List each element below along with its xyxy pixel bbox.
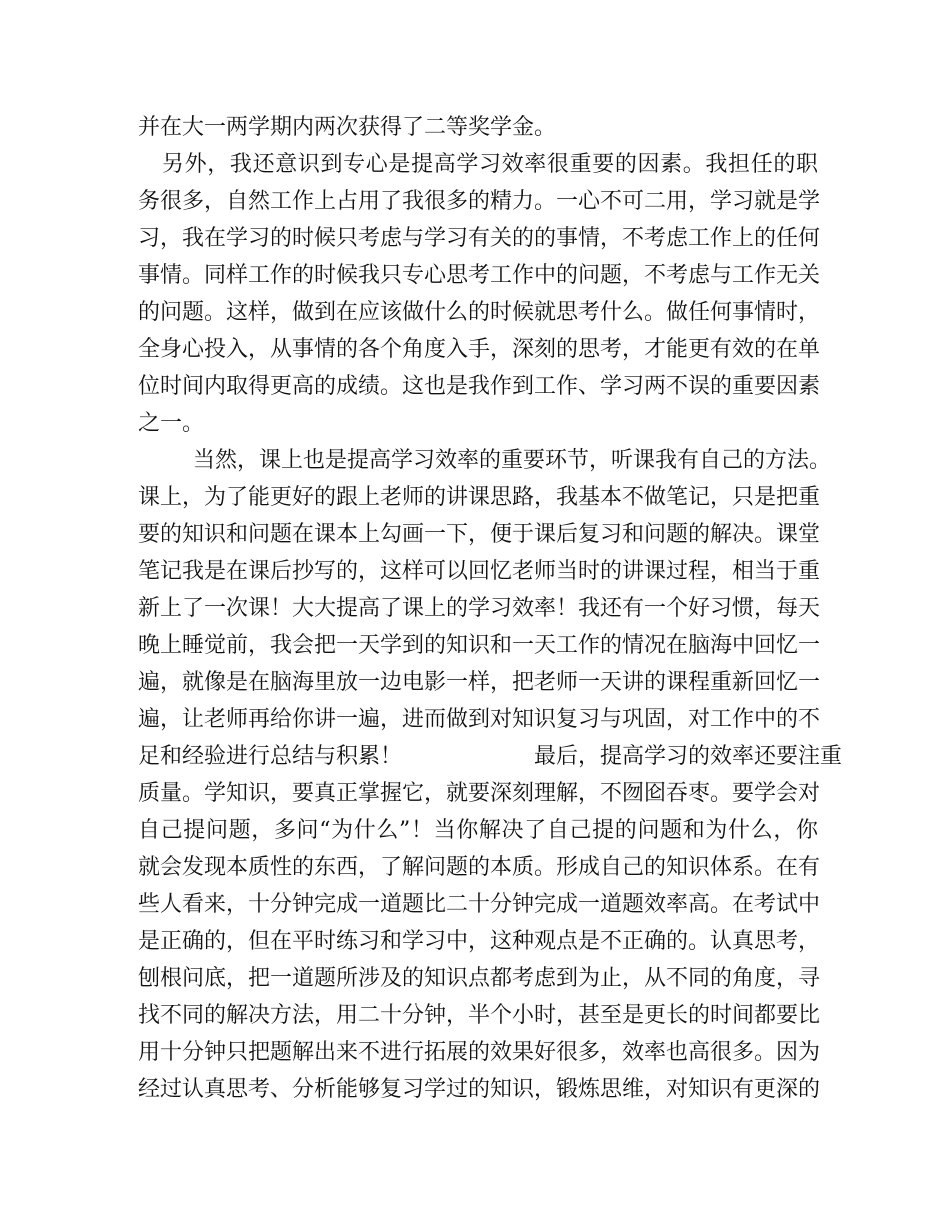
- text-line: 些人看来，十分钟完成一道题比二十分钟完成一道题效率高。在考试中: [138, 892, 821, 917]
- text-line: 找不同的解决方法，用二十分钟，半个小时，甚至是更长的时间都要比: [138, 1003, 821, 1028]
- paragraph-first-line: 另外，我还意识到专心是提高学习效率很重要的因素。我担任的职: [162, 152, 818, 177]
- text-line: 经过认真思考、分析能够复习学过的知识，锻炼思维，对知识有更深的: [138, 1077, 821, 1102]
- text-line: 习，我在学习的时候只考虑与学习有关的的事情，不考虑工作上的任何: [138, 226, 821, 251]
- text-line: 务很多，自然工作上占用了我很多的精力。一心不可二用，学习就是学: [138, 189, 821, 214]
- text-line: 之一。: [138, 411, 205, 436]
- text-line: 是正确的，但在平时练习和学习中，这种观点是不正确的。认真思考，: [138, 929, 821, 954]
- paragraph-first-line: 当然，课上也是提高学习效率的重要环节，听课我有自己的方法。: [193, 448, 832, 473]
- text-line: 课上，为了能更好的跟上老师的讲课思路，我基本不做笔记，只是把重: [138, 485, 821, 510]
- text-line: 刨根问底，把一道题所涉及的知识点都考虑到为止，从不同的角度，寻: [138, 966, 821, 991]
- text-line: 位时间内取得更高的成绩。这也是我作到工作、学习两不误的重要因素: [138, 374, 821, 399]
- text-line: 晚上睡觉前，我会把一天学到的知识和一天工作的情况在脑海中回忆一: [138, 633, 821, 658]
- text-line: 自己提问题，多问“为什么”！当你解决了自己提的问题和为什么，你: [138, 818, 818, 843]
- text-line: 新上了一次课！大大提高了课上的学习效率！我还有一个好习惯，每天: [138, 596, 821, 621]
- text-line: 遍，就像是在脑海里放一边电影一样，把老师一天讲的课程重新回忆一: [138, 670, 821, 695]
- text-line: 就会发现本质性的东西，了解问题的本质。形成自己的知识体系。在有: [138, 855, 821, 880]
- text-line: 事情。同样工作的时候我只专心思考工作中的问题，不考虑与工作无关: [138, 263, 821, 288]
- text-line: 全身心投入，从事情的各个角度入手，深刻的思考，才能更有效的在单: [138, 337, 821, 362]
- text-line: 质量。学知识，要真正掌握它，就要深刻理解，不囫囵吞枣。要学会对: [138, 781, 821, 806]
- text-line: 笔记我是在课后抄写的，这样可以回忆老师当时的讲课过程，相当于重: [138, 559, 821, 584]
- text-line: 并在大一两学期内两次获得了二等奖学金。: [138, 115, 557, 140]
- text-line: 足和经验进行总结与积累！ 最后，提高学习的效率还要注重: [138, 744, 843, 769]
- text-line: 用十分钟只把题解出来不进行拓展的效果好很多，效率也高很多。因为: [138, 1040, 821, 1065]
- text-line: 的问题。这样，做到在应该做什么的时候就思考什么。做任何事情时，: [138, 300, 821, 325]
- text-line: 遍，让老师再给你讲一遍，进而做到对知识复习与巩固，对工作中的不: [138, 707, 821, 732]
- text-line: 要的知识和问题在课本上勾画一下，便于课后复习和问题的解决。课堂: [138, 522, 821, 547]
